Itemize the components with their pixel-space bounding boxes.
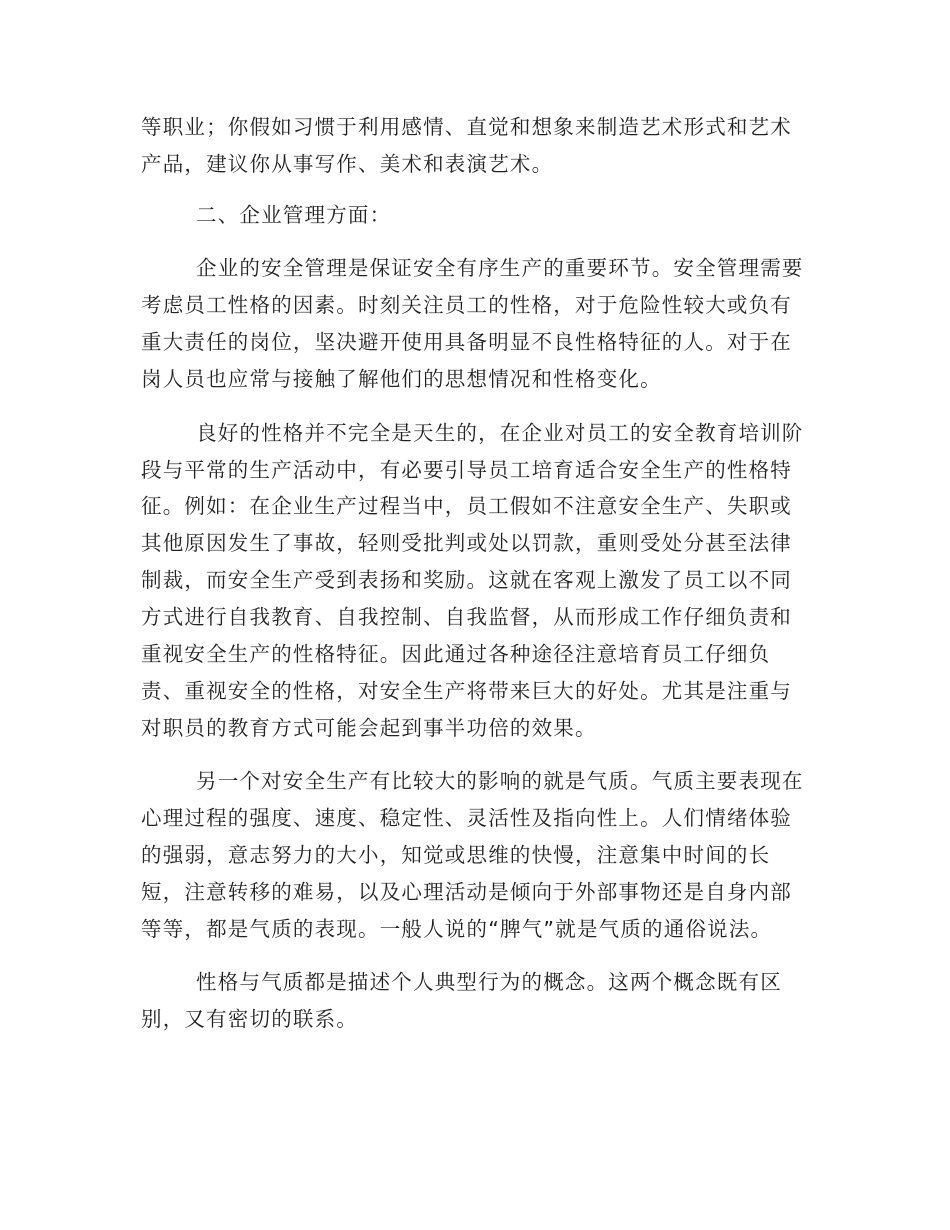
text-line: 制裁，而安全生产受到表扬和奖励。这就在客观上激发了员工以不同	[141, 568, 792, 592]
text-line: 方式进行自我教育、自我控制、自我监督，从而形成工作仔细负责和	[141, 605, 792, 629]
text-line: 另一个对安全生产有比较大的影响的就是气质。气质主要表现在	[196, 769, 804, 793]
text-line: 重视安全生产的性格特征。因此通过各种途径注意培育员工仔细负	[141, 642, 771, 666]
text-line: 企业的安全管理是保证安全有序生产的重要环节。安全管理需要	[196, 256, 804, 280]
text-line: 其他原因发生了事故，轻则受批判或处以罚款，重则受处分甚至法律	[141, 531, 792, 555]
text-line: 性格与气质都是描述个人典型行为的概念。这两个概念既有区	[196, 970, 782, 994]
section-heading: 二、企业管理方面：	[196, 203, 392, 227]
text-line: 等职业；你假如习惯于利用感情、直觉和想象来制造艺术形式和艺术	[141, 115, 792, 139]
text-line: 等等，都是气质的表现。一般人说的“脾气”就是气质的通俗说法。	[141, 917, 773, 941]
text-line: 征。例如：在企业生产过程当中，员工假如不注意安全生产、失职或	[141, 494, 792, 518]
text-line: 重大责任的岗位，坚决避开使用具备明显不良性格特征的人。对于在	[141, 330, 792, 354]
text-line: 岗人员也应常与接触了解他们的思想情况和性格变化。	[141, 367, 662, 391]
text-line: 产品，建议你从事写作、美术和表演艺术。	[141, 152, 554, 176]
text-line: 别，又有密切的联系。	[141, 1007, 358, 1031]
text-line: 责、重视安全的性格，对安全生产将带来巨大的好处。尤其是注重与	[141, 679, 792, 703]
text-line: 短，注意转移的难易，以及心理活动是倾向于外部事物还是自身内部	[141, 880, 792, 904]
text-line: 对职员的教育方式可能会起到事半功倍的效果。	[141, 716, 597, 740]
text-line: 考虑员工性格的因素。时刻关注员工的性格，对于危险性较大或负有	[141, 293, 792, 317]
text-line: 良好的性格并不完全是天生的，在企业对员工的安全教育培训阶	[196, 421, 804, 445]
text-line: 的强弱，意志努力的大小，知觉或思维的快慢，注意集中时间的长	[141, 843, 771, 867]
text-line: 心理过程的强度、速度、稳定性、灵活性及指向性上。人们情绪体验	[141, 806, 792, 830]
text-line: 段与平常的生产活动中，有必要引导员工培育适合安全生产的性格特	[141, 458, 792, 482]
